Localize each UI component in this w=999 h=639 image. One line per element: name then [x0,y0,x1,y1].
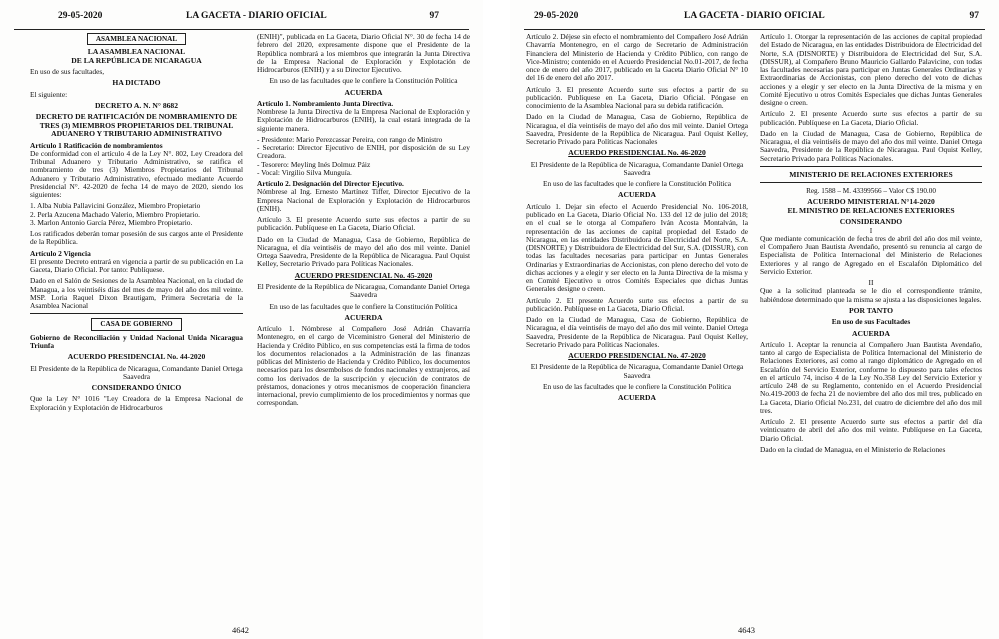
divider [760,182,982,183]
paragraph: En uso de las facultades que le confiere la Constitución Política [269,301,458,311]
article-heading: Artículo 2 Vigencia [30,248,91,258]
section-heading: CASA DE GOBIERNO [30,318,243,330]
signature-paragraph: Dado en la Ciudad de Managua, Casa de Gobierno, República de Nicaragua, el día veintiséis de mayo del año dos mil veinte. Daniel Ortega Saavedra, Presidente de la República de Nicaragua. Paul Oquist Kelley, Secretario Privado para Políticas Nacionales. [760,128,982,163]
paragraph: Que mediante comunicación de fecha tres de abril del año dos mil veinte, el Compañero Juan Bautista Avendaño, presentó su renuncia al cargo de Especialista de Política Internacional del Ministerio de Relaciones Exteriores y al rango de Agregado en el Escalafón Diplomático del Servicio Exterior. [760,233,982,276]
acuerda-heading: ACUERDA [618,190,656,200]
header-title: LA GACETA - DIARIO OFICIAL [684,11,825,21]
article-text: Artículo 3. El presente Acuerdo surte sus efectos a partir de su publicación. Publíquese en La Gaceta, Diario Oficial. Póngase en conocimiento de la Asamblea Nacional para su debida ratificación. [526,84,748,110]
article-text: Artículo 1. Nómbrese al Compañero José Adrián Chavarría Montenegro, en el cargo de Viceministro General del Ministerio de Hacienda y Crédito Público, en sus competencias está la firma de todos los documentos relacionados a la Administración de las finanzas públicas del Ministerio de Hacienda y Crédito Público, los documentos necesarios para los desembolsos de fondos nacionales y extranjeros, así como los derivados de la suscripción y ejecución de contratos de préstamos, donaciones y otros mecanismos de cooperación financiera internacional, previo cumplimiento de los procedimientos y normas que correspondan. [257,324,470,408]
paragraph: En uso de las facultades que le confiere la Constitución Política [543,179,731,189]
paragraph: En uso de sus Facultades [831,317,911,327]
article-text: Nómbrese al Ing. Ernesto Martínez Tiffer, Director Ejecutivo de la Empresa Nacional de Exploración y Explotación de Hidrocarburos (ENIH). [257,187,470,213]
board-member: - Tesorero: Meyling Inés Dolmuz Páiz [257,159,371,169]
divider [30,313,243,314]
article-text: Artículo 3. El presente Acuerdo surte sus efectos a partir de su publicación. Publíquese en La Gaceta, Diario Oficial. [257,215,470,233]
article-text: De conformidad con el artículo 4 de la Ley N°. 802, Ley Creadora del Tribunal Aduanero y Tributario Administrativo, se ratifica el nombramiento de tres (3) Miembros Propietarios del Tribunal Aduanero y Tributario Administrativo, efectuado mediante Acuerdo Presidencial N°. 42-2020 de fecha 14 de mayo de 2020, siendo los siguientes: [30,148,243,200]
article-heading: Artículo 1 Ratificación de nombramientos [30,140,163,150]
column-1 [526,33,748,406]
article-text: Artículo 2. El presente Acuerdo surte sus efectos a partir de su publicación. Publíquese en La Gaceta, Diario Oficial. [526,295,748,313]
paragraph: (ENIH)", publicada en La Gaceta, Diario Oficial N°. 30 de fecha 14 de febrero del 2020, expresamente dispone que el Presidente de la República nombrará a los miembros que integrarán la Junta Directiva de la Empresa Nacional de Exploración y Explotación de Hidrocarburos (ENIH) y a su Director Ejecutivo. [257,32,470,74]
header-date: 29-05-2020 [534,11,579,21]
article-heading: Artículo 2. Designación del Director Ejecutivo. [257,179,404,189]
acuerdo-number: ACUERDO MINISTERIAL N°14-2020 [807,197,935,207]
org-line-2: DE LA REPÚBLICA DE NICARAGUA [71,55,202,65]
paragraph: Los ratificados deberán tomar posesión de sus cargos ante el Presidente de la República. [30,229,243,247]
article-heading: Artículo 1. Nombramiento Junta Directiva. [257,98,394,108]
paragraph: En uso de sus facultades, [30,67,105,77]
roman-numeral: II [868,278,874,288]
org-line-1: LA ASAMBLEA NACIONAL [87,47,186,57]
president-line: El Presidente de la República de Nicaragua, Comandante Daniel Ortega Saavedra [530,159,744,177]
considerando-heading: CONSIDERANDO ÚNICO [91,383,182,392]
article-text: El presente Decreto entrará en vigencia a partir de su publicación en La Gaceta, Diario Oficial. Por tanto: Publíquese. [30,256,243,275]
acuerdo-number: ACUERDO PRESIDENCIAL No. 47-2020 [568,351,706,361]
signature-paragraph: Dado en el Salón de Sesiones de la Asamblea Nacional, en la ciudad de Managua, a los veintiséis días del mes de mayo del año dos mil veinte. MSP. Loria Raquel Dixon Brautigam, Primera Secretaria de la Asamblea Nacional [30,276,243,311]
divider [760,166,982,167]
registration-line: Reg. 1588 – M. 43399566 – Valor C$ 190.00 [806,187,936,196]
acuerda-heading: ACUERDA [344,87,383,97]
acuerda-heading: ACUERDA [618,393,656,403]
left-page [0,0,483,639]
acuerdo-number: ACUERDO PRESIDENCIAL No. 44-2020 [67,352,206,362]
article-text: Artículo 2. El presente Acuerdo surte sus efectos a partir del día veinticuatro de abril del año dos mil veinte. Publíquese en La Gaceta, Diario Oficial. [760,417,982,443]
header-date: 29-05-2020 [58,11,103,21]
column-2 [760,33,982,457]
header-page: 97 [969,11,979,21]
acuerdo-number: ACUERDO PRESIDENCIAL No. 45-2020 [294,270,433,280]
page-number: 4643 [738,625,755,635]
board-member: - Presidente: Mario Perezcassar Pereira, con rango de Ministro [257,134,443,144]
decree-title: DECRETO DE RATIFICACIÓN DE NOMBRAMIENTO DE TRES (3) MIEMBROS PROPIETARIOS DEL TRIBUNAL ADUANERO Y TRIBUTARIO ADMINISTRATIVO [35,112,238,139]
article-text: Artículo 1. Aceptar la renuncia al Compañero Juan Bautista Avendaño, tanto al cargo de Especialista de Política Internacional del Ministerio de Relaciones Exteriores, así como al rango diplomático de Agregado en el Escalafón del Servicio Exterior, conforme lo dispuesto para tales efectos en el artículo 74, inciso 4 de la Ley No.358 Ley del Servicio Exterior y artículo 248 de su Reglamento, contenido en el Acuerdo Presidencial No.419-2003 de fecha 21 de noviembre del año dos mil tres, publicado en La Gaceta, Diario Oficial No.231, del cuatro de diciembre del año dos mil tres. [760,339,982,415]
signature-paragraph: Dado en la Ciudad de Managua, Casa de Gobierno, República de Nicaragua, el día veintiséis de mayo del año dos mil veinte. Daniel Ortega Saavedra, Presidente de la República de Nicaragua. Paul Oquist Kelley, Secretario Privado para Políticas Nacionales [526,112,748,146]
ministry-line: EL MINISTRO DE RELACIONES EXTERIORES [787,205,955,215]
signature-paragraph: Dado en la Ciudad de Managua, Casa de Gobierno, República de Nicaragua, el día veintiséis de mayo del año dos mil veinte. Daniel Ortega Saavedra, Presidente de la República de Nicaragua. Paul Oquist Kelley, Secretario Privado para Políticas Nacionales. [526,315,748,349]
government-line: Gobierno de Reconciliación y Unidad Nacional Unida Nicaragua Triunfa [30,332,243,350]
president-line: El Presidente de la República de Nicaragua, Comandante Daniel Ortega Saavedra [530,362,744,380]
page-header [14,5,469,30]
president-line: El Presidente de la República de Nicaragua, Comandante Daniel Ortega Saavedra [30,363,243,381]
acuerda-heading: ACUERDA [852,328,890,338]
article-text: Artículo 1. Otorgar la representación de las acciones de capital propiedad del Estado de Nicaragua, en las entidades Distribuidora de Electricidad del Norte, S.A (DISNORTE) y Distribuidora de Electricidad del Sur, S.A. (DISSUR), al Compañero Bruno Mauricio Gallardo Palavicine, con todas las facultades necesarias para participar en Juntas Generales Ordinarias y Extraordinarias de Accionistas, con pleno derecho del voto de dichas acciones y a elegir y ser electo en la Junta Directiva de la misma y en Comité Ejecutivo u otros Comités Especiales que dichas Juntas Generales designe o creen. [760,32,982,107]
por-tanto-heading: POR TANTO [848,305,894,315]
member-item: 1. Alba Nubia Pallavicini González, Miembro Propietario [30,201,201,211]
article-text: Nombrese la Junta Directiva de la Empresa Nacional de Exploración y Explotación de Hidrocarburos (ENIH), la cual estará integrada de la siguiente manera. [257,107,470,133]
board-member: - Secretario: Director Ejecutivo de ENIH, por disposición de su Ley Creadora. [257,143,470,161]
paragraph: En uso de las facultades que le confiere la Constitución Política [269,76,458,86]
acuerda-heading: ACUERDA [344,312,383,322]
column-1 [30,33,243,415]
paragraph: Dado en la ciudad de Managua, en el Ministerio de Relaciones [760,444,946,454]
paragraph: Que la Ley N° 1016 "Ley Creadora de la Empresa Nacional de Exploración y Explotación de Hidrocarburos [30,394,243,412]
paragraph: Que a la solicitud planteada se le dio el correspondiente trámite, habiéndose determinado que la misma se ajusta a las disposiciones legales. [760,286,982,304]
header-page: 97 [429,11,439,21]
article-text: Artículo 2. El presente Acuerdo surte sus efectos a partir de su publicación. Publíquese en La Gaceta, Diario Oficial. [760,109,982,127]
paragraph: En uso de las facultades que le confiere la Constitución Política [543,381,731,391]
page-number: 4642 [232,625,249,635]
decree-number: DECRETO A. N. N° 8682 [94,100,179,110]
article-text: Artículo 1. Dejar sin efecto el Acuerdo Presidencial No. 106-2018, publicado en La Gaceta, Diario Oficial No. 133 del 12 de julio del 2018; en el cual se le otorga al Compañero Iván Acosta Montalván, la representación de las acciones de capital propiedad del Estado de Nicaragua, en las entidades Distribuidora de Electricidad del Norte, S.A. (DISNORTE) y Distribuidora de Electricidad del Sur, S.A. (DISSUR), con todas las facultades necesarias para participar en Juntas Generales Ordinarias y Extraordinarias de Accionistas, con pleno derecho del voto de dichas acciones y a elegir y ser electo en la Junta Directiva de la misma y en Comité Ejecutivo u otros Comités Especiales que dichas Juntas Generales designe o creen. [526,201,748,294]
paragraph: El siguiente: [30,89,68,99]
column-2 [257,33,470,411]
section-heading: MINISTERIO DE RELACIONES EXTERIORES [789,169,953,179]
considerando-heading: CONSIDERANDO [839,217,903,227]
right-page [510,0,999,639]
page-header [524,5,985,30]
signature-paragraph: Dado en la Ciudad de Managua, Casa de Gobierno, República de Nicaragua, el día veintiséis de mayo del año dos mil veinte. Daniel Ortega Saavedra, Presidente de la República de Nicaragua. Paul Oquist Kelley, Secretario Privado para Políticas Nacionales. [257,234,470,269]
article-text: Artículo 2. Déjese sin efecto el nombramiento del Compañero José Adrián Chavarría Montenegro, en el cargo de Secretario de Administración Financiera del Ministerio de Hacienda y Crédito Público, con rango de Vice-Ministro; contenido en el Acuerdo Presidencial No.01-2017, de fecha once de enero del año 2017, publicado en la Gaceta Diario Oficial N° 10 del 16 de enero del año 2017. [526,32,748,83]
gutter [483,0,510,639]
member-item: 2. Perla Azucena Machado Valerio, Miembro Propietario. [30,209,201,219]
member-item: 3. Marlon Antonio García Pérez, Miembro Propietario. [30,217,193,227]
acuerdo-number: ACUERDO PRESIDENCIAL No. 46-2020 [568,148,706,158]
header-title: LA GACETA - DIARIO OFICIAL [186,11,327,21]
board-member: - Vocal: Virgilio Silva Munguía. [257,167,352,177]
ha-dictado: HA DICTADO [112,78,161,88]
roman-numeral: I [869,225,873,235]
president-line: El Presidente de la República de Nicaragua, Comandante Daniel Ortega Saavedra [257,282,470,300]
section-heading: ASAMBLEA NACIONAL [30,33,243,45]
